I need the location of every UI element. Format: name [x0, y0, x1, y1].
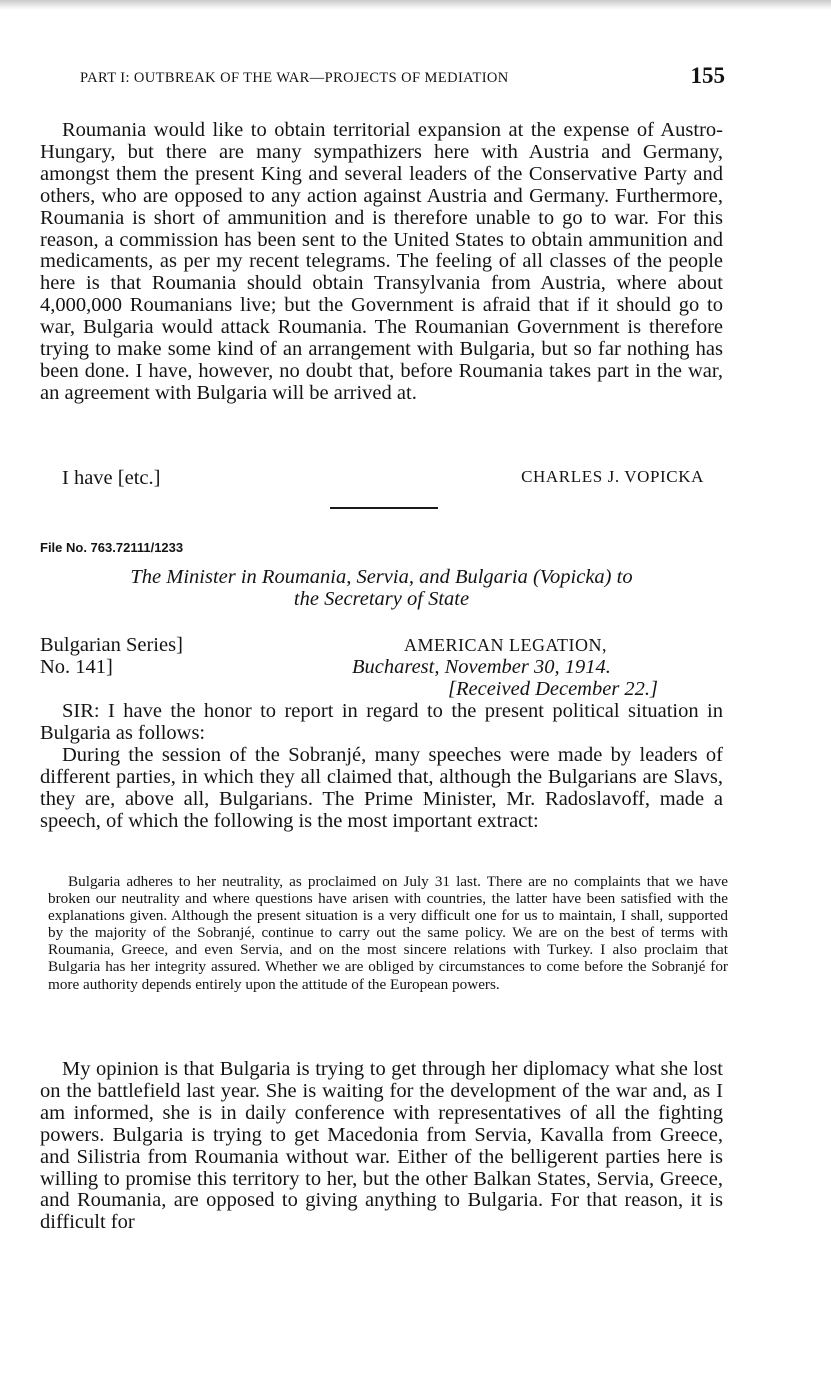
speech-extract-text: Bulgaria adheres to her neutrality, as proclaimed on July 31 last. There are no complaints that we have broken our neutrality and where questions have arisen with countries, the latter have been satisfied with the explanations given. Although the present situation is a very difficult one for us to maintain, I shall, supported by the majority of the Sobranjé, continue to carry out the same policy. We are on the best of terms with Roumania, Greece, and even Servia, and on the most sincere relations with Turkey. I also proclaim that Bulgaria has her integrity assured. Whether we are obliged by circumstances to come before the Sobranjé for more authority depends entirely upon the attitude of the European powers. [48, 873, 728, 993]
received-date: [Received December 22.] [448, 678, 659, 700]
letter-2-opinion [40, 1059, 723, 1234]
section-divider [330, 507, 438, 509]
scan-edge [0, 0, 831, 10]
letter-2-body [40, 701, 723, 832]
letter-1-paragraph: Roumania would like to obtain territorial expansion at the expense of Austro-Hungary, but there are many sympathizers here with Austria and Germany, amongst them the present King and several leaders of the Conservative Party and others, who are opposed to any action against Austria and Germany. Furthermore, Roumania is short of ammunition and is therefore unable to go to war. For this reason, a commission has been sent to the United States to obtain ammunition and medicaments, as per my recent telegrams. The feeling of all classes of the people here is that Roumania should obtain Transylvania from Austria, where about 4,000,000 Roumanians live; but the Government is afraid that if it should go to war, Bulgaria would attack Roumania. The Roumanian Government is therefore trying to make some kind of an arrangement with Bulgaria, but so far nothing has been done. I have, however, no doubt that, before Roumania takes part in the war, an agreement with Bulgaria will be arrived at. [40, 119, 723, 404]
opening-sentence: I have the honor to report in regard to the present political situation in Bulgaria as follows: [40, 700, 723, 744]
letter-1-body [40, 120, 723, 405]
opinion-paragraph: My opinion is that Bulgaria is trying to get through her diplomacy what she lost on the battlefield last year. She is waiting for the development of the war and, as I am informed, she is in daily conference with representatives of all the fighting powers. Bulgaria is trying to get Macedonia from Servia, Kavalla from Greece, and Silistria from Roumania without war. Either of the belligerent parties here is willing to promise this territory to her, but the other Balkan States, Servia, Greece, and Roumania, are opposed to giving anything to Bulgaria. For that reason, it is difficult for [40, 1058, 723, 1234]
file-number: File No. 763.72111/1233 [40, 540, 184, 555]
running-head [80, 63, 725, 88]
dateline [352, 634, 702, 700]
sobranje-paragraph: During the session of the Sobranjé, many speeches were made by leaders of different parties, in which they all claimed that, although the Bulgarians are Slavs, they are, above all, Bulgarians. The Prime Minister, Mr. Radoslavoff, made a speech, of which the following is the most important extract: [40, 743, 723, 832]
document-title-line-2: the Secretary of State [293, 588, 470, 610]
legation-name: AMERICAN LEGATION, [404, 635, 607, 655]
page-number: 155 [690, 63, 725, 88]
series-reference [40, 634, 183, 678]
salutation: SIR: [62, 700, 100, 722]
speech-extract [48, 873, 728, 993]
legation-date: Bucharest, November 30, 1914. [352, 656, 611, 678]
document-title [40, 566, 723, 610]
salutation-paragraph [40, 701, 723, 745]
closing-phrase: I have [etc.] [62, 467, 161, 489]
letter-1-closing-block [62, 467, 704, 490]
series-line-1: Bulgarian Series] [40, 634, 183, 656]
document-title-line-1: The Minister in Roumania, Servia, and Bulgaria (Vopicka) to [130, 566, 633, 588]
running-title: PART I: OUTBREAK OF THE WAR—PROJECTS OF MEDIATION [80, 70, 509, 86]
signature: CHARLES J. VOPICKA [521, 467, 704, 486]
series-line-2: No. 141] [40, 656, 113, 678]
